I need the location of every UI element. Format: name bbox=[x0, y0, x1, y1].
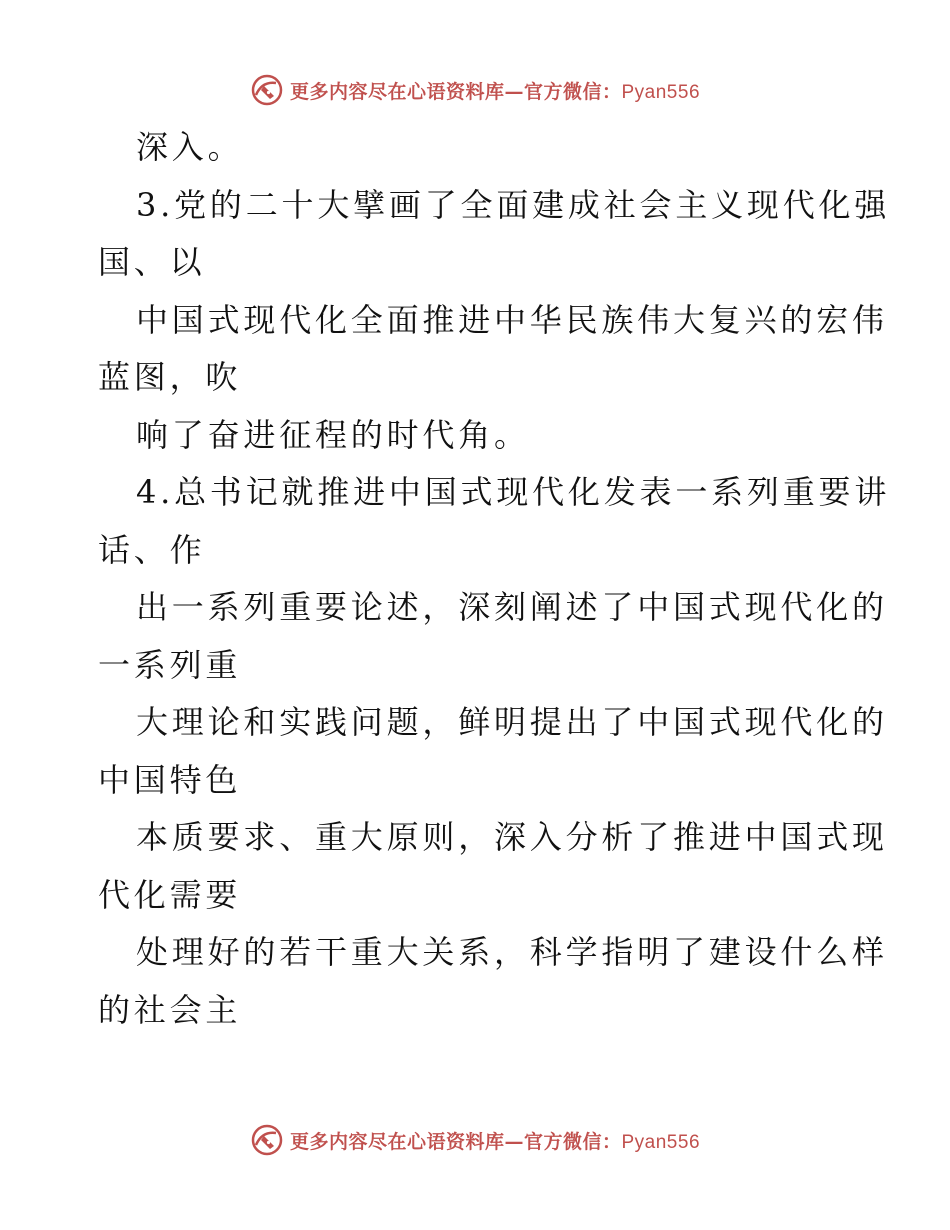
document-line: 中国特色 bbox=[98, 760, 242, 799]
document-line: 代化需要 bbox=[98, 875, 242, 914]
document-line: 出一系列重要论述，深刻阐述了中国式现代化的 bbox=[136, 588, 888, 626]
pen-nib-logo-icon bbox=[250, 1123, 284, 1157]
document-line: 响了奋进征程的时代角。 bbox=[136, 415, 530, 454]
footer-wechat-id: Pyan556 bbox=[621, 1131, 701, 1153]
footer-banner bbox=[0, 1120, 950, 1160]
document-line: 深入。 bbox=[136, 128, 244, 166]
document-line: 3.党的二十大擘画了全面建成社会主义现代化强 bbox=[136, 185, 891, 224]
document-line: 4.总书记就推进中国式现代化发表一系列重要讲 bbox=[136, 473, 891, 511]
document-line: 国、以 bbox=[98, 243, 206, 281]
footer-banner-text bbox=[290, 1127, 700, 1154]
header-wechat-id: Pyan556 bbox=[621, 81, 701, 103]
pen-nib-logo-icon bbox=[250, 73, 284, 107]
header-banner-label: 更多内容尽在心语资料库—官方微信： bbox=[289, 80, 622, 103]
document-line: 处理好的若干重大关系，科学指明了建设什么样 bbox=[136, 933, 888, 971]
footer-banner-label: 更多内容尽在心语资料库—官方微信： bbox=[289, 1130, 622, 1153]
document-line: 一系列重 bbox=[98, 645, 242, 684]
document-line: 中国式现代化全面推进中华民族伟大复兴的宏伟 bbox=[136, 300, 888, 339]
document-line: 蓝图，吹 bbox=[98, 358, 242, 396]
document-line: 话、作 bbox=[98, 530, 206, 569]
document-line: 大理论和实践问题，鲜明提出了中国式现代化的 bbox=[136, 703, 888, 741]
document-body bbox=[98, 119, 891, 1039]
document-line: 本质要求、重大原则，深入分析了推进中国式现 bbox=[136, 818, 888, 856]
header-banner-text bbox=[290, 77, 700, 104]
header-banner bbox=[0, 70, 950, 110]
document-line: 的社会主 bbox=[98, 990, 242, 1029]
